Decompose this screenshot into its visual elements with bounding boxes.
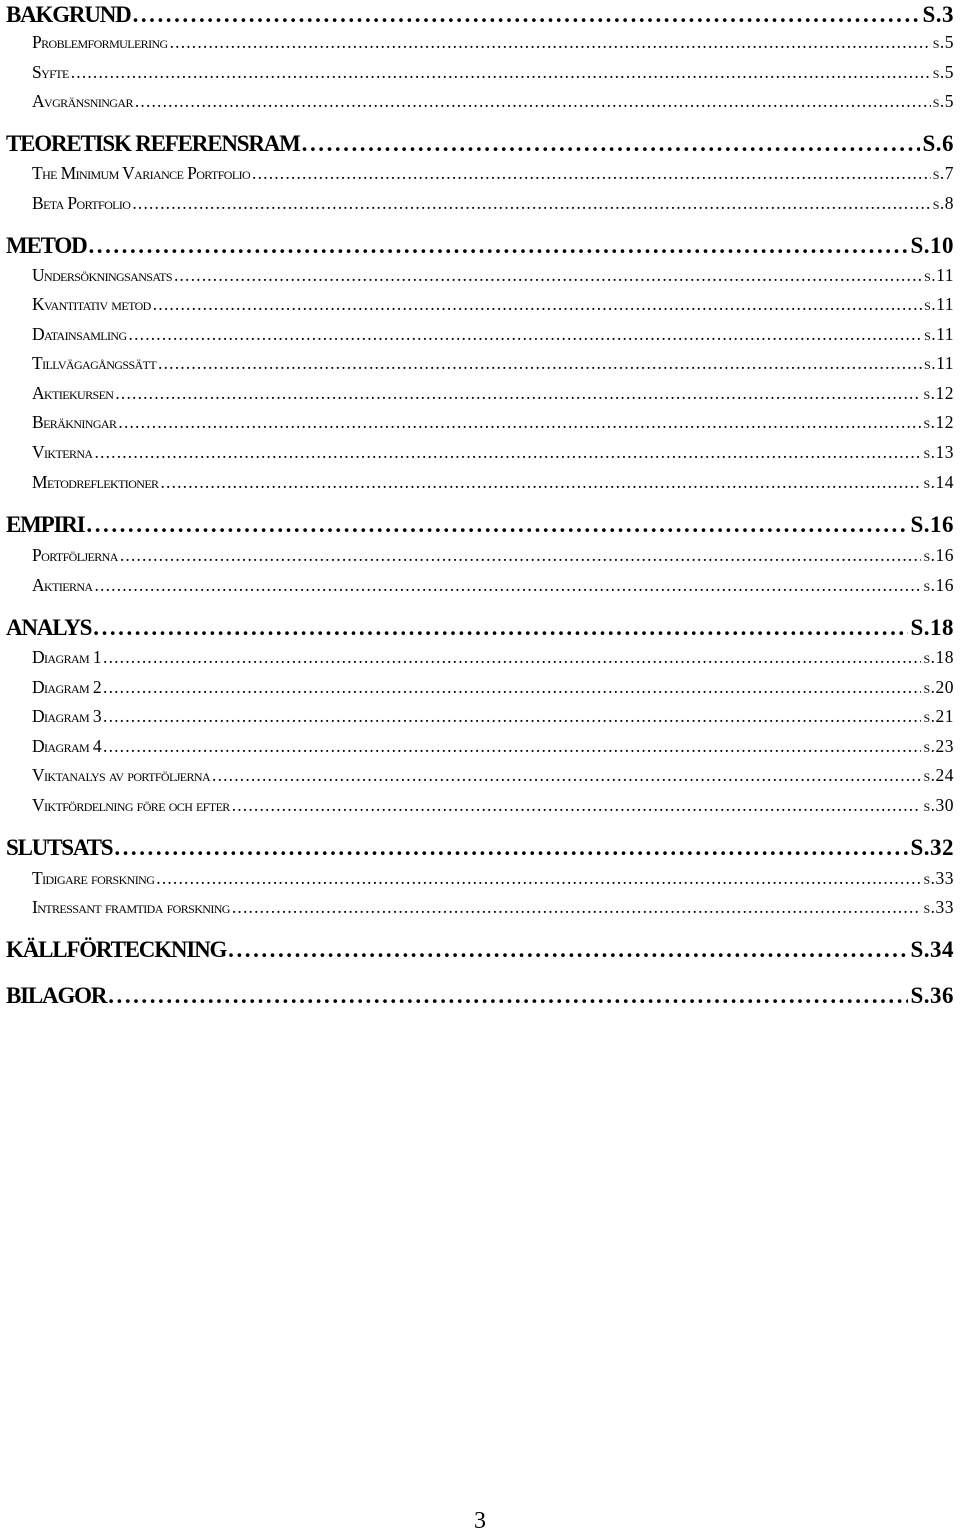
toc-dot-leader xyxy=(115,383,921,404)
toc-entry[interactable] xyxy=(32,442,954,466)
toc-entry[interactable] xyxy=(32,353,954,377)
toc-entry-page: s.13 xyxy=(923,442,954,462)
toc-entry-page: S.32 xyxy=(910,835,954,860)
toc-entry-title: Intressant framtida forskning xyxy=(32,897,230,917)
toc-entry-title: Problemformulering xyxy=(32,32,168,52)
toc-entry[interactable] xyxy=(32,383,954,407)
toc-entry-title: Kvantitativ metod xyxy=(32,294,151,314)
toc-dot-leader xyxy=(160,472,921,493)
toc-entry-title: Diagram 2 xyxy=(32,677,102,697)
toc-entry-page: s.5 xyxy=(932,91,954,111)
toc-entry[interactable] xyxy=(32,647,954,671)
toc-entry-page: s.8 xyxy=(932,193,954,213)
toc-entry-page: S.6 xyxy=(922,131,954,156)
toc-dot-leader xyxy=(103,647,921,668)
toc-entry[interactable] xyxy=(32,706,954,730)
toc-dot-leader xyxy=(120,545,922,566)
toc-entry-page: s.5 xyxy=(932,62,954,82)
toc-entry-title: TEORETISK REFERENSRAM xyxy=(6,131,300,156)
toc-entry-title: EMPIRI xyxy=(6,512,85,537)
toc-entry[interactable] xyxy=(6,835,954,863)
toc-entry-page: s.33 xyxy=(923,868,954,888)
toc-dot-leader xyxy=(88,233,908,259)
toc-entry-title: Diagram 4 xyxy=(32,736,102,756)
toc-entry-page: S.36 xyxy=(910,983,954,1008)
toc-entry-page: S.16 xyxy=(910,512,954,537)
toc-entry-title: The Minimum Variance Portfolio xyxy=(32,163,251,183)
toc-entry-page: s.12 xyxy=(923,412,954,432)
toc-entry-title: Syfte xyxy=(32,62,69,82)
toc-entry-page: s.11 xyxy=(924,353,954,373)
toc-entry-page: S.34 xyxy=(910,937,954,962)
toc-entry-page: s.14 xyxy=(923,472,954,492)
toc-dot-leader xyxy=(156,868,921,889)
toc-dot-leader xyxy=(170,32,931,53)
toc-entry-page: s.20 xyxy=(923,677,954,697)
toc-dot-leader xyxy=(71,62,931,83)
toc-entry-title: SLUTSATS xyxy=(6,835,113,860)
toc-entry[interactable] xyxy=(6,512,954,540)
toc-entry[interactable] xyxy=(32,265,954,289)
toc-entry-title: Beräkningar xyxy=(32,412,117,432)
toc-dot-leader xyxy=(132,193,930,214)
toc-dot-leader xyxy=(108,983,908,1009)
toc-dot-leader xyxy=(95,575,922,596)
toc-entry[interactable] xyxy=(32,897,954,921)
toc-entry[interactable] xyxy=(32,163,954,187)
toc-entry-title: Undersökningsansats xyxy=(32,265,172,285)
toc-entry-title: BAKGRUND xyxy=(6,2,131,27)
toc-entry-title: Vikterna xyxy=(32,442,93,462)
toc-dot-leader xyxy=(302,131,921,157)
toc-entry-title: Portföljerna xyxy=(32,545,118,565)
toc-entry-page: s.21 xyxy=(923,706,954,726)
toc-dot-leader xyxy=(232,795,922,816)
toc-entry[interactable] xyxy=(6,615,954,643)
toc-entry-title: ANALYS xyxy=(6,615,92,640)
toc-dot-leader xyxy=(86,512,908,538)
toc-entry-page: S.3 xyxy=(922,2,954,27)
toc-entry-page: S.10 xyxy=(910,233,954,258)
toc-dot-leader xyxy=(158,353,922,374)
toc-entry-page: s.16 xyxy=(923,575,954,595)
toc-entry-title: Datainsamling xyxy=(32,324,127,344)
toc-entry-title: Aktiekursen xyxy=(32,383,114,403)
toc-dot-leader xyxy=(228,937,908,963)
toc-entry[interactable] xyxy=(32,795,954,819)
toc-entry-page: s.11 xyxy=(924,294,954,314)
toc-entry-page: S.18 xyxy=(910,615,954,640)
toc-dot-leader xyxy=(129,324,923,345)
toc-dot-leader xyxy=(93,615,908,641)
toc-entry-title: Aktierna xyxy=(32,575,93,595)
toc-entry-title: Tidigare forskning xyxy=(32,868,155,888)
toc-entry[interactable] xyxy=(32,412,954,436)
toc-entry-page: s.24 xyxy=(923,765,954,785)
toc-entry-page: s.7 xyxy=(932,163,954,183)
toc-entry[interactable] xyxy=(32,575,954,599)
toc-dot-leader xyxy=(103,677,921,698)
toc-entry[interactable] xyxy=(6,233,954,261)
toc-dot-leader xyxy=(252,163,931,184)
toc-dot-leader xyxy=(103,706,921,727)
toc-entry-title: Beta Portfolio xyxy=(32,193,131,213)
toc-entry-page: s.30 xyxy=(923,795,954,815)
toc-entry[interactable] xyxy=(32,32,954,56)
toc-entry[interactable] xyxy=(32,545,954,569)
toc-entry[interactable] xyxy=(6,2,954,30)
toc-entry[interactable] xyxy=(32,294,954,318)
toc-entry-page: s.11 xyxy=(924,324,954,344)
toc-entry[interactable] xyxy=(32,472,954,496)
toc-dot-leader xyxy=(114,835,908,861)
toc-entry[interactable] xyxy=(6,131,954,159)
toc-entry-title: BILAGOR xyxy=(6,983,107,1008)
toc-entry-page: s.5 xyxy=(932,32,954,52)
toc-entry[interactable] xyxy=(32,62,954,86)
toc-entry-title: Metodreflektioner xyxy=(32,472,159,492)
toc-dot-leader xyxy=(95,442,922,463)
toc-dot-leader xyxy=(212,765,921,786)
toc-entry-page: s.12 xyxy=(923,383,954,403)
toc-dot-leader xyxy=(103,736,921,757)
toc-entry[interactable] xyxy=(32,91,954,115)
toc-entry-title: Viktfördelning före och efter xyxy=(32,795,230,815)
toc-entry-title: Avgränsningar xyxy=(32,91,133,111)
toc-entry[interactable] xyxy=(32,677,954,701)
toc-dot-leader xyxy=(135,91,931,112)
toc-entry[interactable] xyxy=(32,193,954,217)
toc-entry-page: s.11 xyxy=(924,265,954,285)
toc-entry-title: KÄLLFÖRTECKNING xyxy=(6,937,227,962)
toc-dot-leader xyxy=(174,265,922,286)
toc-dot-leader xyxy=(118,412,921,433)
toc-entry[interactable] xyxy=(6,937,954,965)
toc-entry[interactable] xyxy=(6,983,954,1011)
toc-dot-leader xyxy=(232,897,922,918)
toc-entry-page: s.18 xyxy=(923,647,954,667)
toc-entry-title: Diagram 1 xyxy=(32,647,102,667)
toc-entry-title: Diagram 3 xyxy=(32,706,102,726)
toc-entry-page: s.33 xyxy=(923,897,954,917)
toc-entry-title: METOD xyxy=(6,233,87,258)
toc-entry[interactable] xyxy=(32,765,954,789)
toc-entry[interactable] xyxy=(32,324,954,348)
toc-dot-leader xyxy=(133,2,921,28)
page-number: 3 xyxy=(474,1508,486,1534)
toc-entry-page: s.16 xyxy=(923,545,954,565)
toc-entry-page: s.23 xyxy=(923,736,954,756)
toc-entry-title: Tillvägagångssätt xyxy=(32,353,157,373)
toc-entry[interactable] xyxy=(32,868,954,892)
toc-entry-title: Viktanalys av portföljerna xyxy=(32,765,211,785)
toc-dot-leader xyxy=(153,294,922,315)
toc-entry[interactable] xyxy=(32,736,954,760)
